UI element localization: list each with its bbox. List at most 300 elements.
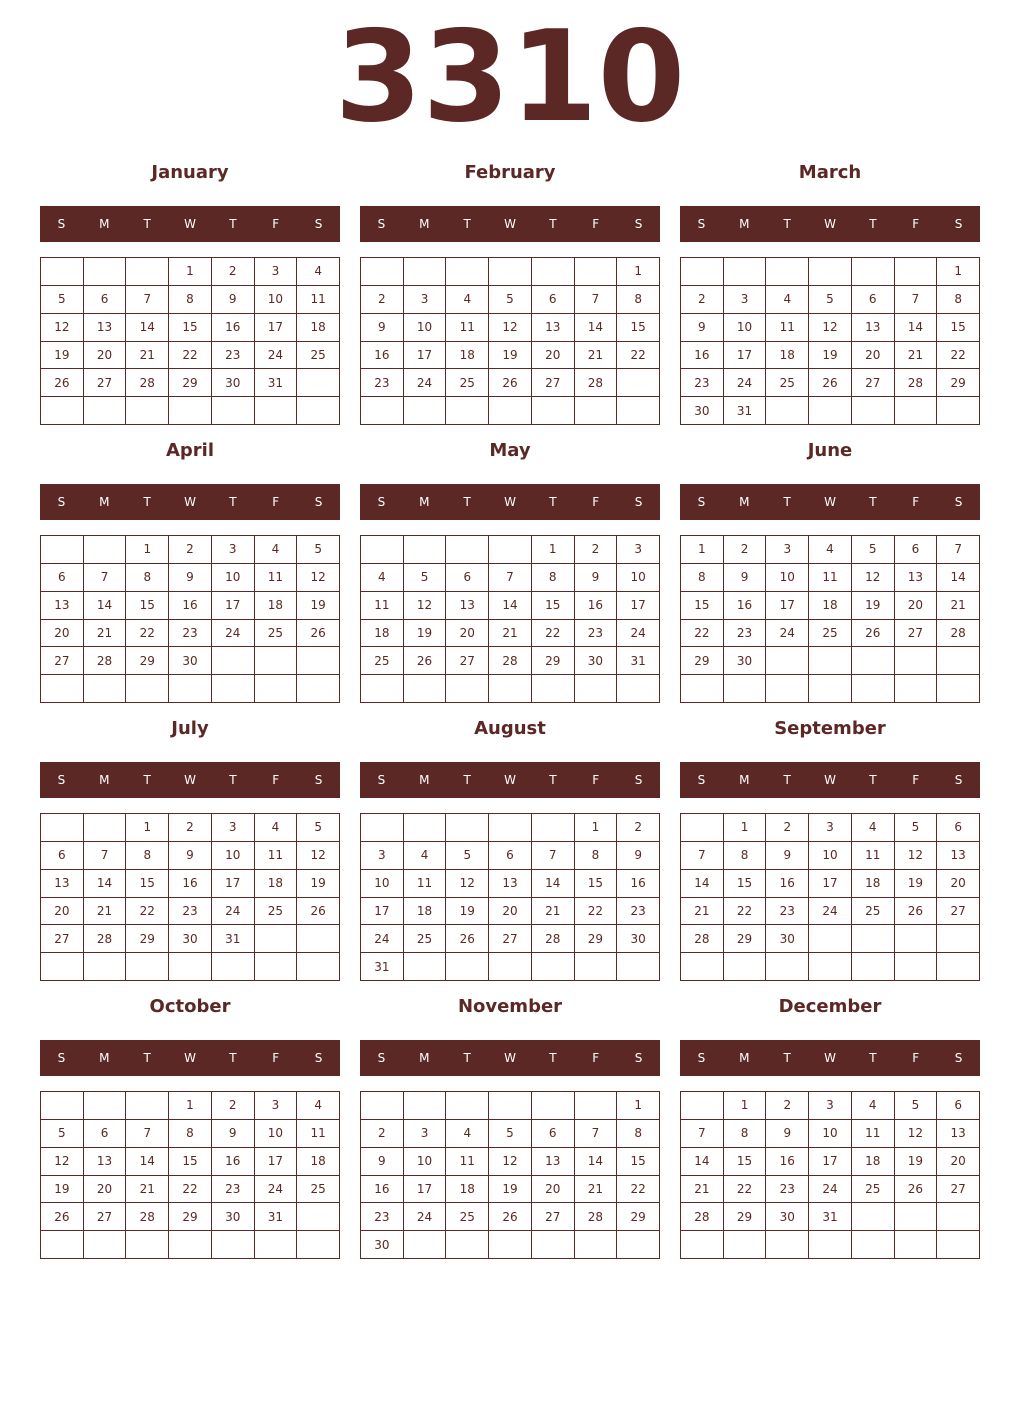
empty-cell (532, 258, 575, 286)
day-cell: 24 (809, 898, 852, 926)
empty-cell (41, 536, 84, 564)
weekday-label: S (697, 1051, 706, 1065)
day-cell: 20 (532, 342, 575, 370)
day-cell: 11 (297, 1120, 340, 1148)
day-cell: 24 (255, 1176, 298, 1204)
day-cell: 31 (809, 1203, 852, 1231)
day-cell: 5 (297, 536, 340, 564)
day-cell: 13 (532, 314, 575, 342)
empty-cell (809, 953, 852, 981)
day-grid (40, 257, 340, 425)
day-cell: 14 (937, 564, 980, 592)
day-cell: 11 (446, 314, 489, 342)
day-cell: 15 (532, 592, 575, 620)
weekday-label: S (377, 1051, 386, 1065)
day-cell: 8 (169, 1120, 212, 1148)
empty-cell (852, 258, 895, 286)
day-cell: 9 (212, 1120, 255, 1148)
day-cell: 26 (41, 369, 84, 397)
day-cell: 8 (617, 1120, 660, 1148)
weekday-label: M (419, 773, 430, 787)
weekday-label: W (504, 1051, 516, 1065)
weekday-label: T (869, 773, 877, 787)
day-cell: 22 (724, 898, 767, 926)
day-cell: 23 (169, 898, 212, 926)
day-grid (40, 813, 340, 981)
empty-cell (852, 647, 895, 675)
day-cell: 4 (766, 286, 809, 314)
day-cell: 28 (575, 1203, 618, 1231)
day-grid (360, 257, 660, 425)
empty-cell (255, 647, 298, 675)
day-cell: 6 (489, 842, 532, 870)
empty-cell (212, 953, 255, 981)
day-cell: 11 (852, 1120, 895, 1148)
weekday-label: S (377, 495, 386, 509)
day-cell: 8 (937, 286, 980, 314)
day-cell: 19 (404, 620, 447, 648)
day-cell: 22 (169, 342, 212, 370)
day-grid (680, 535, 980, 703)
day-cell: 2 (361, 286, 404, 314)
day-cell: 22 (126, 620, 169, 648)
day-cell: 18 (404, 898, 447, 926)
day-cell: 9 (766, 1120, 809, 1148)
empty-cell (404, 675, 447, 703)
day-cell: 3 (255, 1092, 298, 1120)
empty-cell (297, 369, 340, 397)
empty-cell (575, 953, 618, 981)
day-cell: 7 (84, 842, 127, 870)
day-cell: 29 (724, 1203, 767, 1231)
day-cell: 20 (937, 1148, 980, 1176)
empty-cell (852, 953, 895, 981)
empty-cell (895, 258, 938, 286)
empty-cell (681, 1231, 724, 1259)
empty-cell (297, 953, 340, 981)
day-cell: 24 (361, 925, 404, 953)
day-cell: 14 (575, 1148, 618, 1176)
day-cell: 5 (297, 814, 340, 842)
weekday-label: W (504, 217, 516, 231)
day-cell: 26 (852, 620, 895, 648)
day-cell: 11 (361, 592, 404, 620)
day-cell: 5 (895, 814, 938, 842)
day-cell: 28 (895, 369, 938, 397)
day-cell: 8 (617, 286, 660, 314)
day-cell: 29 (724, 925, 767, 953)
empty-cell (532, 1231, 575, 1259)
day-cell: 23 (212, 1176, 255, 1204)
day-cell: 6 (446, 564, 489, 592)
day-cell: 28 (575, 369, 618, 397)
day-cell: 31 (255, 1203, 298, 1231)
weekday-label: S (954, 495, 963, 509)
day-cell: 3 (809, 814, 852, 842)
month-name: January (151, 162, 229, 183)
weekday-header (360, 762, 660, 798)
month-name: November (457, 996, 563, 1017)
weekday-label: M (99, 495, 110, 509)
weekday-label: M (419, 217, 430, 231)
weekday-header (680, 206, 980, 242)
day-cell: 7 (681, 842, 724, 870)
weekday-header (680, 762, 980, 798)
weekday-label: W (824, 1051, 836, 1065)
empty-cell (41, 397, 84, 425)
day-cell: 19 (41, 342, 84, 370)
weekday-label: M (739, 217, 750, 231)
weekday-header (360, 1040, 660, 1076)
empty-cell (404, 536, 447, 564)
day-cell: 25 (361, 647, 404, 675)
weekday-label: F (912, 495, 920, 509)
weekday-label: T (463, 1051, 471, 1065)
day-cell: 10 (404, 314, 447, 342)
day-cell: 24 (255, 342, 298, 370)
month-name: March (798, 162, 862, 183)
day-cell: 6 (84, 286, 127, 314)
empty-cell (681, 258, 724, 286)
day-grid (680, 1091, 980, 1259)
empty-cell (489, 1231, 532, 1259)
day-cell: 30 (724, 647, 767, 675)
weekday-label: S (314, 1051, 323, 1065)
day-cell: 27 (489, 925, 532, 953)
day-cell: 28 (532, 925, 575, 953)
day-cell: 20 (895, 592, 938, 620)
empty-cell (489, 675, 532, 703)
weekday-label: S (634, 217, 643, 231)
day-cell: 16 (617, 870, 660, 898)
empty-cell (84, 1092, 127, 1120)
day-cell: 7 (126, 286, 169, 314)
empty-cell (766, 675, 809, 703)
day-cell: 11 (446, 1148, 489, 1176)
day-cell: 1 (681, 536, 724, 564)
day-cell: 20 (489, 898, 532, 926)
empty-cell (895, 397, 938, 425)
empty-cell (446, 397, 489, 425)
day-cell: 22 (617, 342, 660, 370)
empty-cell (852, 1203, 895, 1231)
day-cell: 28 (937, 620, 980, 648)
empty-cell (766, 953, 809, 981)
day-cell: 3 (404, 1120, 447, 1148)
day-cell: 20 (937, 870, 980, 898)
day-cell: 18 (766, 342, 809, 370)
empty-cell (766, 397, 809, 425)
day-cell: 3 (809, 1092, 852, 1120)
day-cell: 5 (852, 536, 895, 564)
month-name: February (464, 162, 556, 183)
day-cell: 3 (212, 814, 255, 842)
empty-cell (41, 1092, 84, 1120)
day-grid (360, 813, 660, 981)
empty-cell (169, 675, 212, 703)
day-cell: 10 (766, 564, 809, 592)
day-cell: 20 (41, 898, 84, 926)
day-cell: 31 (212, 925, 255, 953)
day-cell: 7 (937, 536, 980, 564)
day-cell: 1 (169, 1092, 212, 1120)
day-cell: 24 (404, 369, 447, 397)
weekday-label: S (57, 1051, 66, 1065)
weekday-label: T (143, 773, 151, 787)
day-cell: 10 (212, 564, 255, 592)
day-cell: 15 (937, 314, 980, 342)
empty-cell (84, 814, 127, 842)
day-cell: 23 (681, 369, 724, 397)
day-cell: 23 (575, 620, 618, 648)
weekday-label: T (783, 217, 791, 231)
day-cell: 16 (575, 592, 618, 620)
day-cell: 25 (297, 1176, 340, 1204)
day-cell: 17 (255, 314, 298, 342)
weekday-label: S (57, 217, 66, 231)
empty-cell (255, 397, 298, 425)
day-cell: 20 (532, 1176, 575, 1204)
empty-cell (255, 1231, 298, 1259)
day-cell: 15 (724, 1148, 767, 1176)
month-name: December (778, 996, 882, 1017)
day-cell: 7 (84, 564, 127, 592)
day-cell: 12 (895, 1120, 938, 1148)
day-cell: 27 (532, 369, 575, 397)
empty-cell (937, 925, 980, 953)
day-cell: 5 (895, 1092, 938, 1120)
month-name: June (807, 440, 853, 461)
year-title: 3310 (334, 3, 686, 150)
empty-cell (84, 1231, 127, 1259)
day-cell: 12 (404, 592, 447, 620)
empty-cell (126, 397, 169, 425)
day-cell: 30 (681, 397, 724, 425)
empty-cell (724, 675, 767, 703)
empty-cell (489, 1092, 532, 1120)
day-cell: 30 (766, 1203, 809, 1231)
weekday-label: F (912, 773, 920, 787)
day-cell: 12 (446, 870, 489, 898)
day-cell: 21 (575, 1176, 618, 1204)
day-cell: 12 (895, 842, 938, 870)
day-cell: 19 (446, 898, 489, 926)
day-cell: 14 (126, 1148, 169, 1176)
day-cell: 27 (937, 898, 980, 926)
empty-cell (681, 675, 724, 703)
day-cell: 22 (169, 1176, 212, 1204)
day-cell: 5 (41, 1120, 84, 1148)
weekday-label: F (912, 1051, 920, 1065)
day-cell: 3 (617, 536, 660, 564)
day-cell: 24 (724, 369, 767, 397)
day-cell: 4 (255, 536, 298, 564)
day-cell: 18 (361, 620, 404, 648)
day-cell: 6 (895, 536, 938, 564)
day-cell: 19 (41, 1176, 84, 1204)
day-cell: 21 (489, 620, 532, 648)
day-cell: 24 (212, 620, 255, 648)
empty-cell (937, 675, 980, 703)
day-cell: 29 (169, 369, 212, 397)
day-cell: 8 (532, 564, 575, 592)
empty-cell (809, 258, 852, 286)
empty-cell (41, 258, 84, 286)
day-cell: 15 (681, 592, 724, 620)
weekday-label: T (463, 495, 471, 509)
month-name: May (489, 440, 531, 461)
day-cell: 22 (617, 1176, 660, 1204)
day-cell: 9 (361, 1148, 404, 1176)
day-cell: 6 (532, 286, 575, 314)
empty-cell (681, 1092, 724, 1120)
day-cell: 3 (212, 536, 255, 564)
weekday-label: T (229, 773, 237, 787)
day-cell: 4 (404, 842, 447, 870)
weekday-label: F (592, 495, 600, 509)
day-cell: 4 (809, 536, 852, 564)
weekday-label: S (954, 1051, 963, 1065)
month-name: April (165, 440, 215, 461)
empty-cell (895, 647, 938, 675)
day-cell: 5 (41, 286, 84, 314)
empty-cell (212, 397, 255, 425)
empty-cell (895, 925, 938, 953)
day-cell: 10 (255, 1120, 298, 1148)
weekday-label: F (272, 1051, 280, 1065)
empty-cell (169, 397, 212, 425)
empty-cell (724, 258, 767, 286)
day-cell: 7 (575, 286, 618, 314)
day-cell: 21 (937, 592, 980, 620)
weekday-label: T (549, 773, 557, 787)
day-cell: 16 (766, 870, 809, 898)
day-cell: 10 (361, 870, 404, 898)
day-cell: 29 (126, 925, 169, 953)
weekday-header (680, 1040, 980, 1076)
day-cell: 1 (617, 258, 660, 286)
day-cell: 16 (361, 1176, 404, 1204)
day-cell: 21 (126, 342, 169, 370)
day-cell: 15 (617, 1148, 660, 1176)
day-cell: 10 (724, 314, 767, 342)
day-cell: 16 (361, 342, 404, 370)
day-cell: 15 (724, 870, 767, 898)
day-cell: 22 (724, 1176, 767, 1204)
day-grid (40, 1091, 340, 1259)
day-cell: 23 (169, 620, 212, 648)
empty-cell (575, 675, 618, 703)
day-cell: 13 (84, 314, 127, 342)
weekday-label: S (314, 495, 323, 509)
day-cell: 17 (617, 592, 660, 620)
day-cell: 11 (255, 842, 298, 870)
weekday-label: S (377, 773, 386, 787)
day-cell: 10 (809, 1120, 852, 1148)
day-cell: 25 (255, 620, 298, 648)
day-cell: 30 (212, 1203, 255, 1231)
empty-cell (681, 953, 724, 981)
day-cell: 26 (297, 898, 340, 926)
empty-cell (575, 1231, 618, 1259)
weekday-label: F (272, 773, 280, 787)
day-cell: 8 (681, 564, 724, 592)
weekday-header (360, 484, 660, 520)
day-cell: 7 (575, 1120, 618, 1148)
empty-cell (809, 675, 852, 703)
day-cell: 24 (766, 620, 809, 648)
empty-cell (489, 814, 532, 842)
day-cell: 27 (532, 1203, 575, 1231)
empty-cell (361, 258, 404, 286)
day-cell: 23 (617, 898, 660, 926)
empty-cell (404, 1231, 447, 1259)
weekday-label: F (592, 217, 600, 231)
day-cell: 2 (212, 258, 255, 286)
day-cell: 30 (617, 925, 660, 953)
day-cell: 5 (446, 842, 489, 870)
day-cell: 12 (297, 842, 340, 870)
day-cell: 23 (766, 898, 809, 926)
day-cell: 25 (852, 898, 895, 926)
empty-cell (937, 647, 980, 675)
empty-cell (297, 1231, 340, 1259)
empty-cell (489, 397, 532, 425)
day-cell: 22 (126, 898, 169, 926)
weekday-label: S (57, 495, 66, 509)
day-cell: 21 (575, 342, 618, 370)
weekday-label: W (184, 495, 196, 509)
empty-cell (41, 953, 84, 981)
day-cell: 17 (361, 898, 404, 926)
day-cell: 16 (724, 592, 767, 620)
day-cell: 5 (489, 286, 532, 314)
day-cell: 12 (809, 314, 852, 342)
day-cell: 15 (169, 314, 212, 342)
day-cell: 26 (41, 1203, 84, 1231)
weekday-label: T (143, 1051, 151, 1065)
day-cell: 3 (255, 258, 298, 286)
empty-cell (297, 397, 340, 425)
day-cell: 21 (895, 342, 938, 370)
day-cell: 9 (681, 314, 724, 342)
empty-cell (852, 1231, 895, 1259)
day-cell: 16 (681, 342, 724, 370)
weekday-label: S (954, 217, 963, 231)
empty-cell (126, 1092, 169, 1120)
day-cell: 4 (297, 1092, 340, 1120)
day-cell: 13 (895, 564, 938, 592)
weekday-label: T (229, 495, 237, 509)
day-cell: 2 (169, 536, 212, 564)
day-cell: 23 (766, 1176, 809, 1204)
day-cell: 23 (361, 369, 404, 397)
day-cell: 17 (766, 592, 809, 620)
empty-cell (41, 814, 84, 842)
weekday-label: M (739, 1051, 750, 1065)
day-cell: 20 (84, 342, 127, 370)
day-cell: 7 (532, 842, 575, 870)
empty-cell (169, 953, 212, 981)
weekday-label: T (783, 495, 791, 509)
empty-cell (681, 814, 724, 842)
day-cell: 17 (404, 1176, 447, 1204)
day-cell: 7 (681, 1120, 724, 1148)
day-cell: 20 (852, 342, 895, 370)
day-cell: 14 (575, 314, 618, 342)
empty-cell (724, 1231, 767, 1259)
day-cell: 3 (361, 842, 404, 870)
